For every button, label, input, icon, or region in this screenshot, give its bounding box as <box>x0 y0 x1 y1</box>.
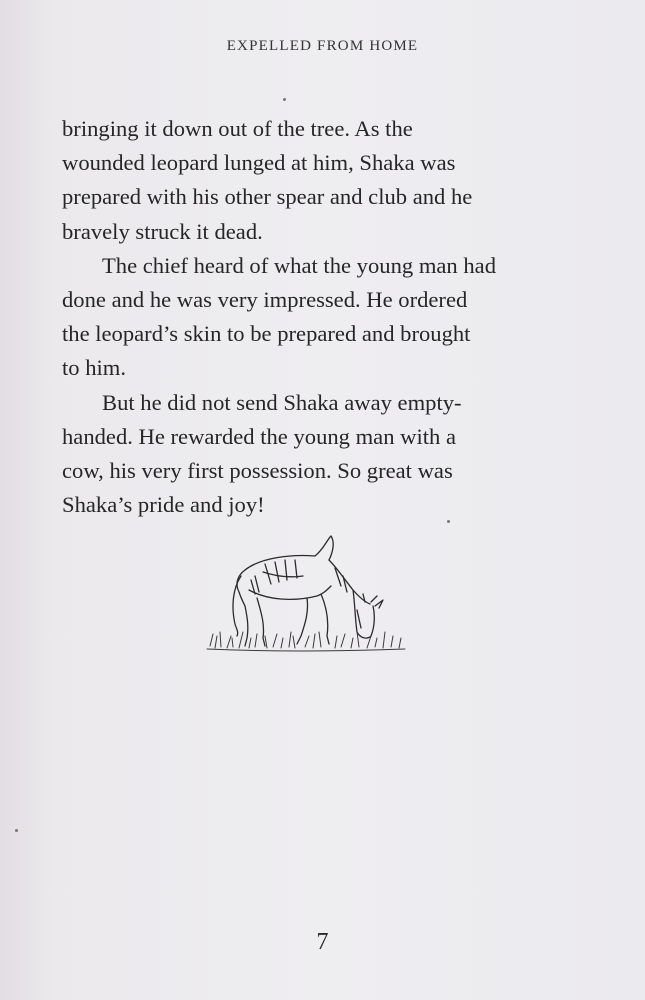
paper-speck <box>283 98 286 101</box>
text-line: bringing it down out of the tree. As the <box>62 116 413 141</box>
paper-speck <box>447 520 450 523</box>
text-line: wounded leopard lunged at him, Shaka was <box>62 150 456 176</box>
text-line: bravely struck it dead. <box>62 218 263 244</box>
paragraph-1 <box>62 112 582 249</box>
running-header: EXPELLED FROM HOME <box>226 38 419 54</box>
page-number: 7 <box>316 929 329 955</box>
paragraph-3 <box>62 386 582 523</box>
body-text <box>62 112 582 522</box>
text-line: done and he was very impressed. He ordered <box>62 287 468 313</box>
grazing-cow-sketch <box>205 528 410 663</box>
paper-speck <box>15 829 18 832</box>
text-line: prepared with his other spear and club and he <box>62 184 473 210</box>
text-line: to him. <box>62 355 127 381</box>
text-line: But he did not send Shaka away empty- <box>102 389 462 415</box>
text-line: cow, his very first possession. So great was <box>62 458 453 484</box>
text-line: handed. He rewarded the young man with a <box>62 423 457 449</box>
paragraph-2 <box>62 249 582 386</box>
text-line: The chief heard of what the young man had <box>102 252 496 278</box>
text-line: Shaka’s pride and joy! <box>62 492 265 518</box>
text-line: the leopard’s skin to be prepared and brought <box>62 321 471 347</box>
